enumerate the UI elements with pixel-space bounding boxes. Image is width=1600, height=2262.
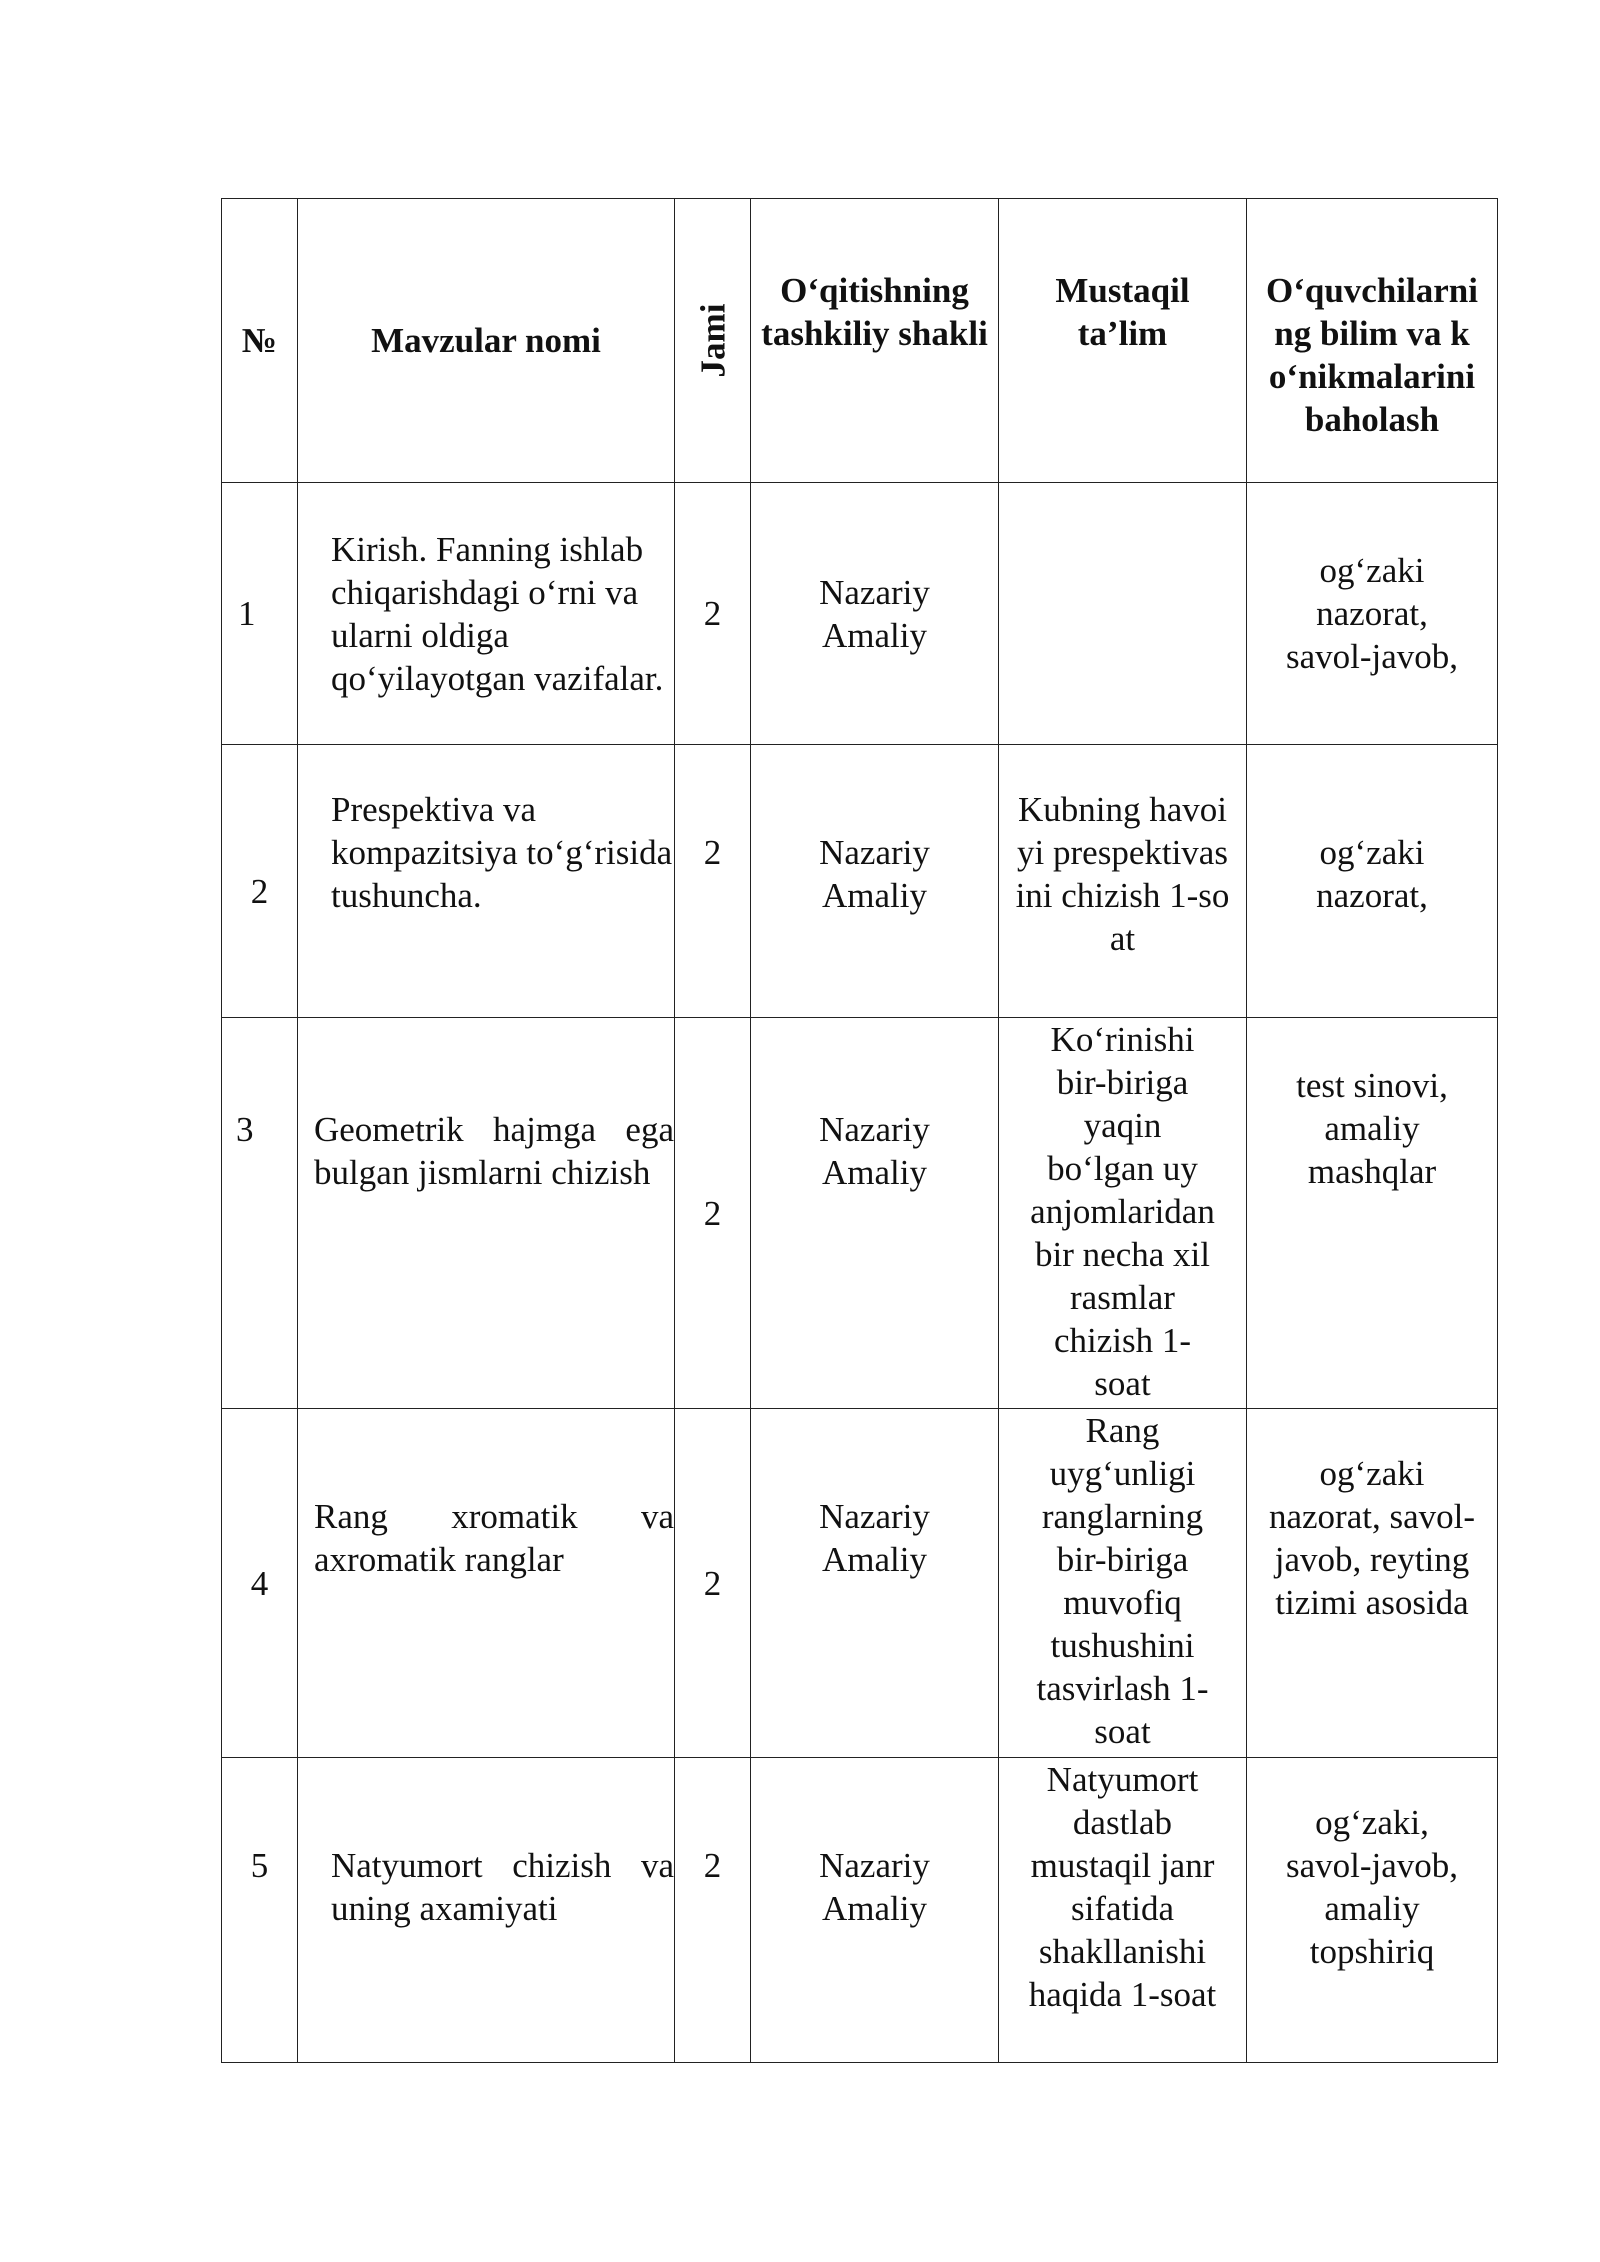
table-row	[222, 1758, 1498, 2063]
row-assessment: og‘zaki nazorat, savol-javob,	[1247, 483, 1498, 745]
row-self-study: Rang uyg‘unligi ranglarning bir-biriga muvofiq tushushini tasvirlash 1-soat	[999, 1409, 1247, 1758]
row-assessment: og‘zaki nazorat, savol-javob, reyting tizimi asosida	[1247, 1409, 1498, 1758]
header-topic: Mavzular nomi	[298, 199, 675, 483]
row-num: 4	[222, 1409, 298, 1758]
row-self-study: Ko‘rinishi bir-biriga yaqin bo‘lgan uy anjomlaridan bir necha xil rasmlar chizish 1-soat	[999, 1018, 1247, 1409]
row-assessment: og‘zaki nazorat,	[1247, 745, 1498, 1018]
curriculum-table	[221, 198, 1498, 2063]
header-row	[222, 199, 1498, 483]
row-form: Nazariy Amaliy	[751, 745, 999, 1018]
header-num: №	[222, 199, 298, 483]
header-assessment	[1247, 199, 1498, 483]
table-row	[222, 483, 1498, 745]
row-topic: Geometrik hajmga ega bulgan jismlarni chizish	[298, 1018, 675, 1409]
row-total: 2	[675, 1758, 751, 2063]
row-num: 1	[222, 483, 298, 745]
row-self-study: Natyumort dastlab mustaqil janr sifatida shakllanishi haqida 1-soat	[999, 1758, 1247, 2063]
row-form: Nazariy Amaliy	[751, 1409, 999, 1758]
row-form: Nazariy Amaliy	[751, 1018, 999, 1409]
table-row	[222, 1409, 1498, 1758]
row-self-study: Kubning havoiyi prespektivasini chizish 1-soat	[999, 745, 1247, 1018]
table-row	[222, 745, 1498, 1018]
header-assessment-label: O‘quvchilarning bilim va ko‘nikmalarini baholash	[1266, 271, 1478, 439]
row-num: 2	[222, 745, 298, 1018]
row-num: 3	[222, 1018, 298, 1409]
row-assessment: test sinovi, amaliy mashqlar	[1247, 1018, 1498, 1409]
header-total	[675, 199, 751, 483]
row-num: 5	[222, 1758, 298, 2063]
header-form	[751, 199, 999, 483]
header-total-label: Jami	[692, 303, 732, 378]
header-self-study-label: Mustaqil ta’lim	[1055, 271, 1190, 353]
row-topic: Kirish. Fanning ishlab chiqarishdagi o‘rni va ularni oldiga qo‘yilayotgan vazifalar.	[298, 483, 675, 745]
header-self-study	[999, 199, 1247, 483]
header-form-label: O‘qitishning tashkiliy shakli	[761, 271, 988, 353]
row-total: 2	[675, 1409, 751, 1758]
row-topic: Rang xromatik va axromatik ranglar	[298, 1409, 675, 1758]
row-form: Nazariy Amaliy	[751, 1758, 999, 2063]
row-assessment: og‘zaki, savol-javob, amaliy topshiriq	[1247, 1758, 1498, 2063]
row-total: 2	[675, 1018, 751, 1409]
row-topic: Natyumort chizish va uning axamiyati	[298, 1758, 675, 2063]
row-form: Nazariy Amaliy	[751, 483, 999, 745]
row-topic: Prespektiva va kompazitsiya to‘g‘risida tushuncha.	[298, 745, 675, 1018]
table-row	[222, 1018, 1498, 1409]
row-total: 2	[675, 483, 751, 745]
row-self-study	[999, 483, 1247, 745]
row-total: 2	[675, 745, 751, 1018]
